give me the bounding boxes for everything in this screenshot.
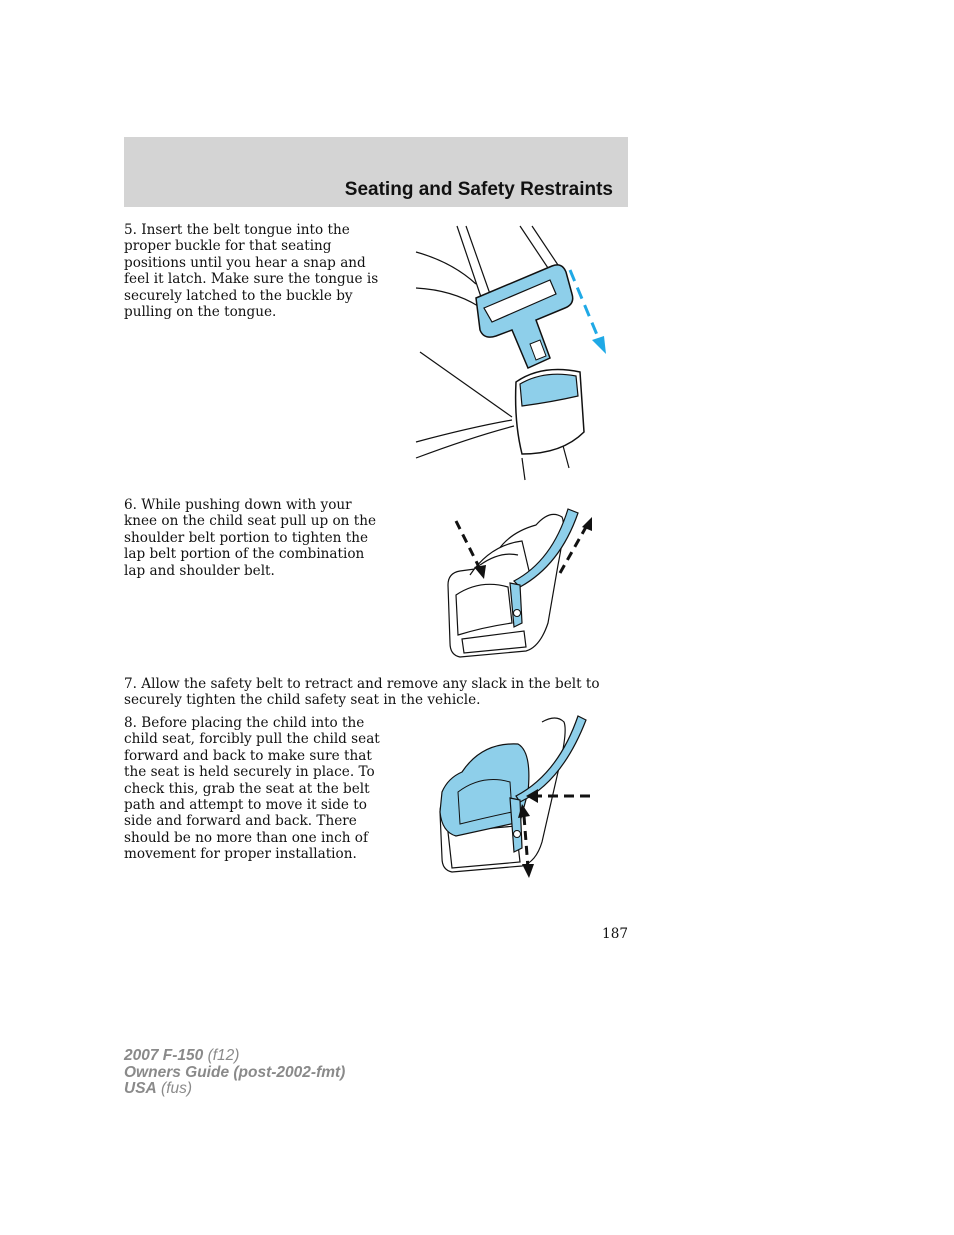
footer-model: 2007 F-150 — [124, 1047, 204, 1064]
footer-line-model — [124, 1048, 345, 1065]
section-title: Seating and Safety Restraints — [344, 179, 613, 200]
footer-region-code: (fus) — [156, 1080, 193, 1097]
section-header — [124, 137, 628, 207]
footer-line-guide — [124, 1065, 345, 1082]
belt-buckle-illustration — [412, 222, 612, 482]
child-seat-tighten-illustration — [440, 505, 600, 660]
footer-guide: Owners Guide (post-2002-fmt) — [124, 1063, 346, 1081]
document-footer — [124, 1048, 345, 1098]
footer-model-code: (f12) — [203, 1047, 240, 1064]
step-5-text: 5. Insert the belt tongue into the proper buckle for that seating positions until you hear a snap and feel it latch. Make sure the tongue is securely latched to the buckle by pulling on the tongue. — [124, 222, 379, 321]
step-6-text: 6. While pushing down with your knee on the child seat pull up on the shoulder belt portion to tighten the lap belt portion of the combination lap and shoulder belt. — [124, 497, 377, 579]
footer-region: USA — [124, 1080, 157, 1097]
step-8-text: 8. Before placing the child into the child seat, forcibly pull the child seat forward and back to make sure that the seat is held securely in place. To check this, grab the seat at the belt path and attempt to move it side to side and forward and back. There should be no more than one inch of movement for proper installation. — [124, 715, 380, 863]
step-7-text: 7. Allow the safety belt to retract and remove any slack in the belt to securely tighten the child safety seat in the vehicle. — [124, 676, 600, 709]
footer-line-region — [124, 1081, 345, 1098]
page-number: 187 — [602, 926, 628, 942]
child-seat-check-illustration — [432, 712, 597, 880]
